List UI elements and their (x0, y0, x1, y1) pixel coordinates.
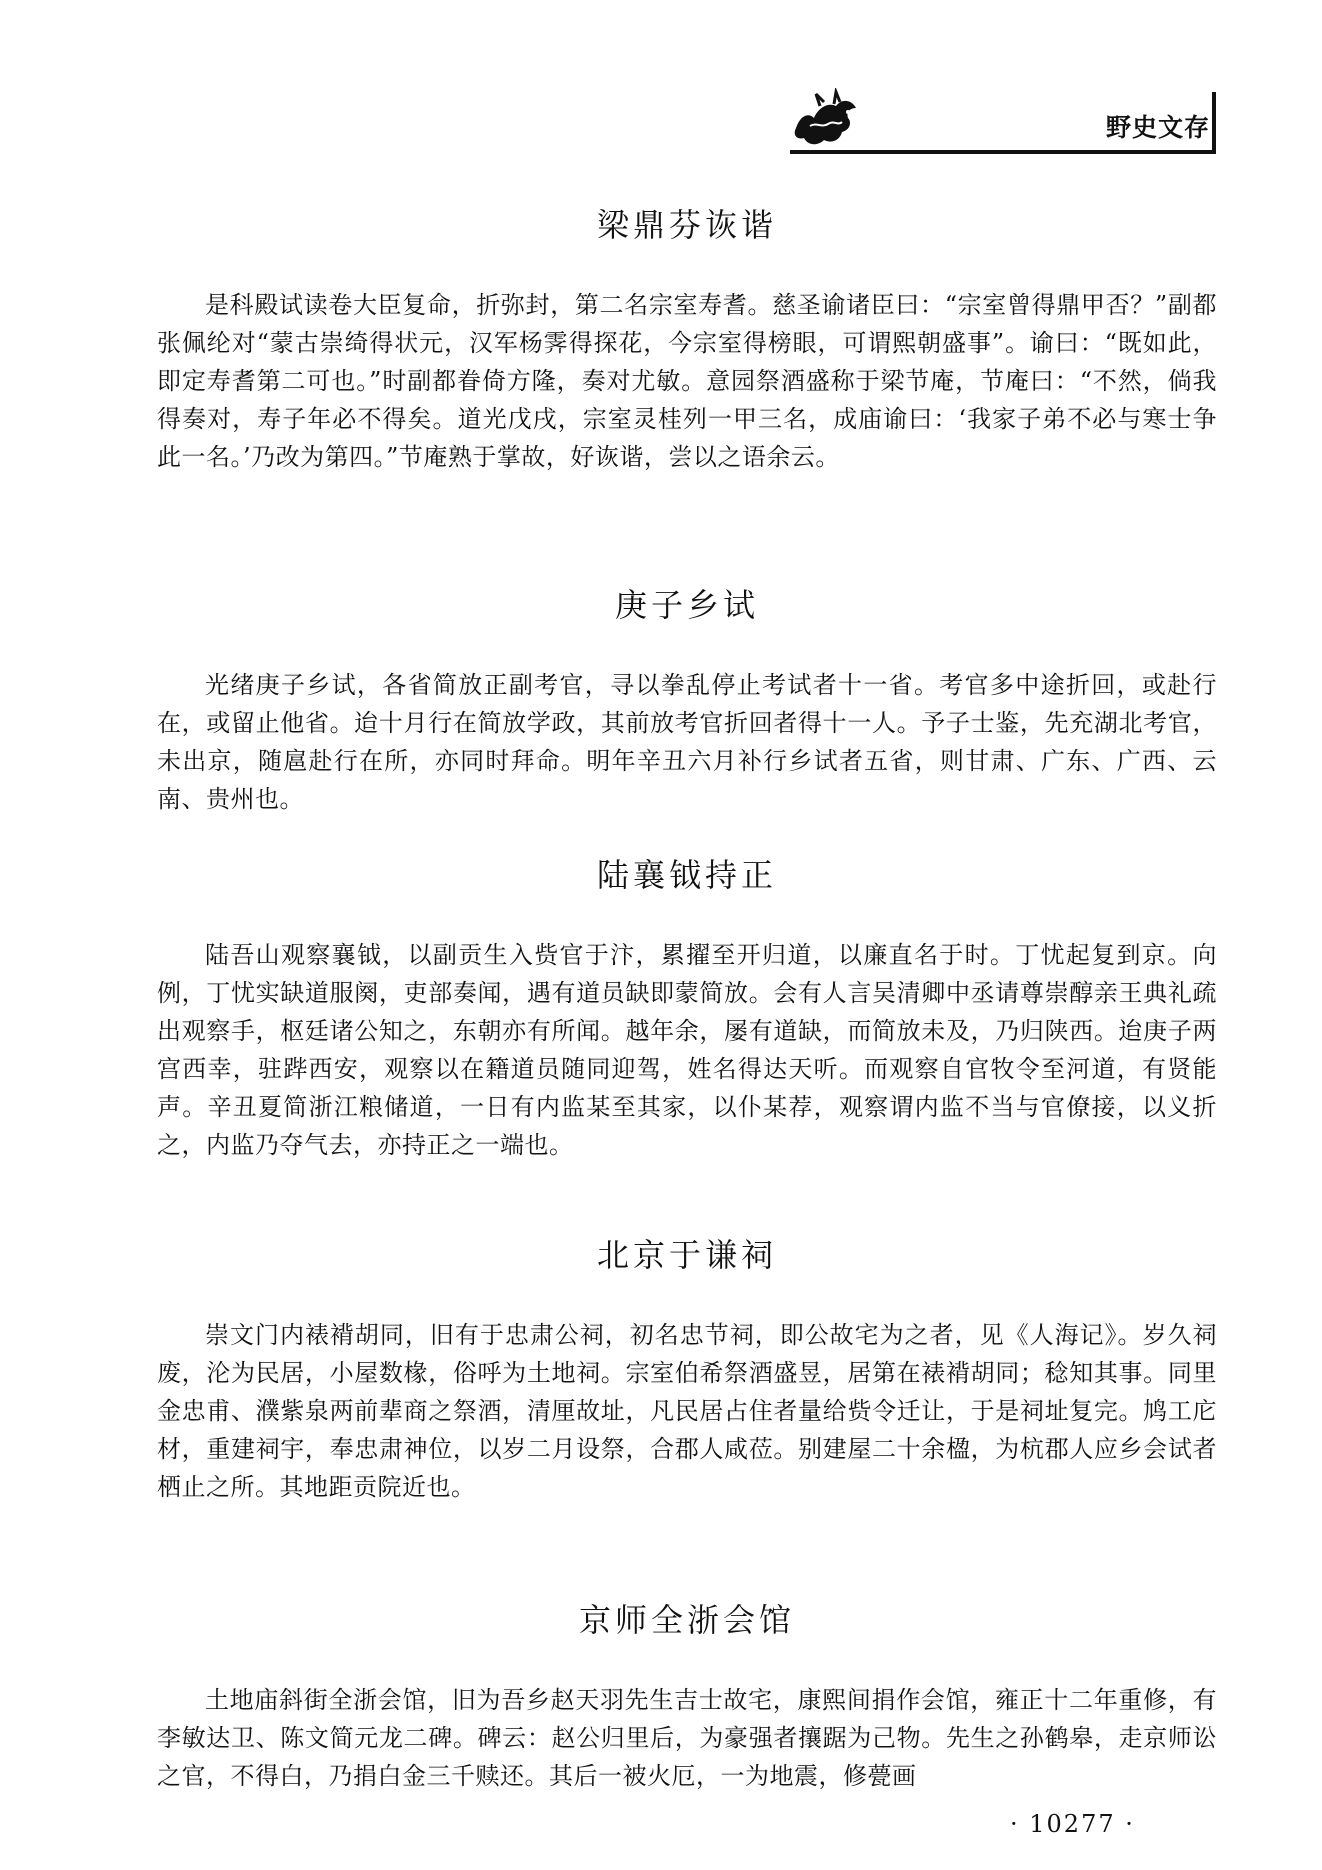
header-rule-vertical (1212, 92, 1216, 154)
section-title: 梁鼎芬诙谐 (596, 206, 777, 244)
article-section (157, 200, 1217, 476)
section-title: 庚子乡试 (614, 586, 759, 624)
section-body: 土地庙斜街全浙会馆，旧为吾乡赵天羽先生吉士故宅，康熙间捐作会馆，雍正十二年重修，有李敏达卫、陈文简元龙二碑。碑云：赵公归里后，为豪强者攘踞为己物。先生之孙鹤皋，走京师讼之官，不得白，乃捐白金三千赎还。其后一被火厄，一为地震，修甍画 (157, 1686, 1217, 1790)
section-body: 是科殿试读卷大臣复命，折弥封，第二名宗室寿耆。慈圣谕诸臣曰：“宗室曾得鼎甲否？”副都张佩纶对“蒙古崇绮得状元，汉军杨霁得探花，今宗室得榜眼，可谓熙朝盛事”。谕曰：“既如此，即定寿耆第二可也。”时副都眷倚方隆，奏对尤敏。意园祭酒盛称于梁节庵，节庵曰：“不然，倘我得奏对，寿子年必不得矣。道光戊戌，宗室灵桂列一甲三名，成庙谕曰：‘我家子弟不必与寒士争此一名。’乃改为第四。”节庵熟于掌故，好诙谐，尝以之语余云。 (157, 291, 1217, 471)
section-body: 崇文门内裱褙胡同，旧有于忠肃公祠，初名忠节祠，即公故宅为之者，见《人海记》。岁久祠废，沦为民居，小屋数椽，俗呼为土地祠。宗室伯希祭酒盛昱，居第在裱褙胡同；稔知其事。同里金忠甫、濮紫泉两前辈商之祭酒，清厘故址，凡民居占住者量给赀令迁让，于是祠址复完。鸠工庀材，重建祠宇，奉忠肃神位，以岁二月设祭，合郡人咸莅。别建屋二十余楹，为杭郡人应乡会试者栖止之所。其地距贡院近也。 (157, 1321, 1217, 1501)
series-title: 野史文存 (1106, 113, 1211, 142)
section-title: 京师全浙会馆 (578, 1601, 795, 1639)
section-title: 北京于谦祠 (596, 1236, 777, 1274)
section-body: 陆吾山观察襄钺，以副贡生入赀官于汴，累擢至开归道，以廉直名于时。丁忧起复到京。向例，丁忧实缺道服阕，吏部奏闻，遇有道员缺即蒙简放。会有人言吴清卿中丞请尊崇醇亲王典礼疏出观察手，枢廷诸公知之，东朝亦有所闻。越年余，屡有道缺，而简放未及，乃归陕西。迨庚子两宫西幸，驻跸西安，观察以在籍道员随同迎驾，姓名得达天听。而观察自官牧令至河道，有贤能声。辛丑夏简浙江粮储道，一日有内监某至其家，以仆某荐，观察谓内监不当与官僚接，以义折之，内监乃夺气去，亦持正之一端也。 (157, 941, 1217, 1159)
article-section (157, 1230, 1217, 1506)
section-title: 陆襄钺持正 (596, 856, 777, 894)
article-section (157, 850, 1217, 1164)
page-number: · 10277 · (1010, 1810, 1135, 1838)
section-body: 光绪庚子乡试，各省简放正副考官，寻以拳乱停止考试者十一省。考官多中途折回，或赴行在，或留止他省。迨十月行在简放学政，其前放考官折回者得十一人。予子士鉴，先充湖北考官，未出京，随扈赴行在所，亦同时拜命。明年辛丑六月补行乡试者五省，则甘肃、广东、广西、云南、贵州也。 (157, 671, 1217, 813)
dragon-icon (790, 88, 862, 150)
article-section (157, 1595, 1217, 1795)
header-rule (790, 150, 1216, 154)
article-section (157, 580, 1217, 818)
